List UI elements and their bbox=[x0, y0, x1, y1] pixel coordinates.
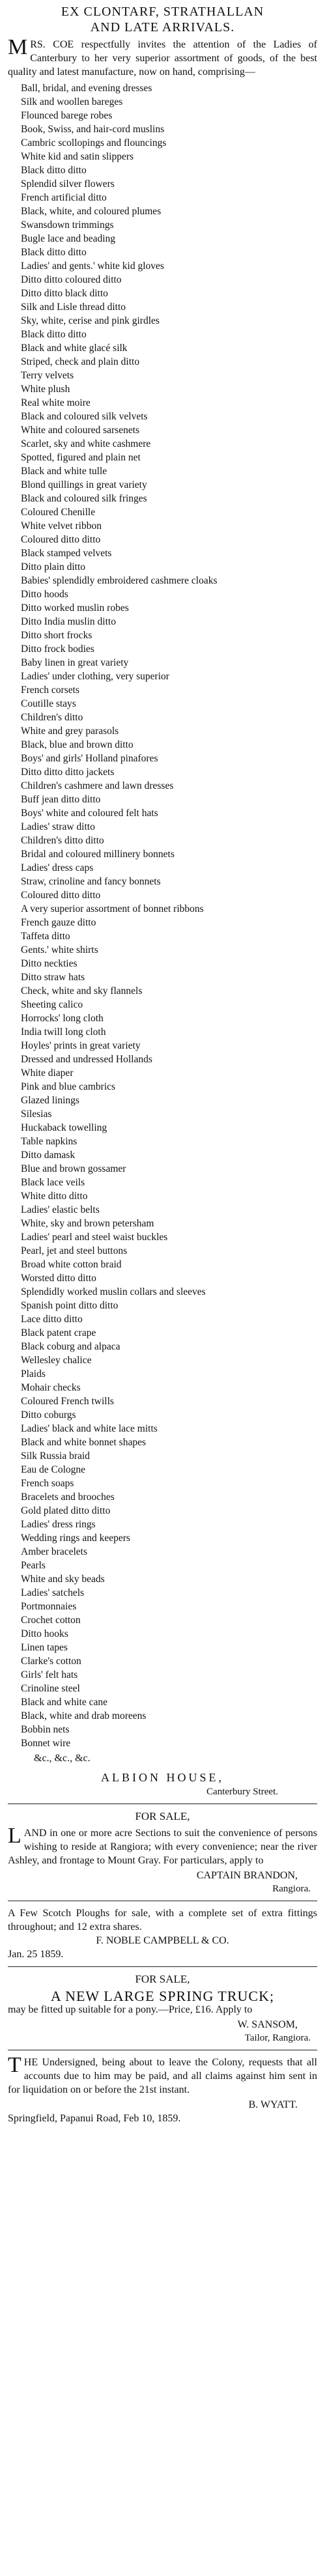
goods-item: Ditto ditto coloured ditto bbox=[21, 274, 122, 285]
goods-item: Ball, bridal, and evening dresses bbox=[21, 83, 152, 94]
goods-item: Spanish point ditto ditto bbox=[21, 1300, 119, 1311]
wyatt-place-date: Springfield, Papanui Road, Feb 10, 1859. bbox=[8, 2113, 181, 2124]
goods-item: Black and white glacé silk bbox=[21, 343, 128, 354]
goods-item: Ladies' dress caps bbox=[21, 862, 94, 873]
goods-item: Dressed and undressed Hollands bbox=[21, 1054, 152, 1065]
land-place: Rangiora. bbox=[272, 1884, 311, 1894]
goods-item: Eau de Cologne bbox=[21, 1464, 86, 1475]
goods-item: Boys' and girls' Holland pinafores bbox=[21, 753, 158, 764]
goods-item: Glazed linings bbox=[21, 1095, 79, 1106]
goods-item: Black ditto ditto bbox=[21, 247, 87, 258]
goods-item: Coloured ditto ditto bbox=[21, 890, 101, 901]
goods-item: Spotted, figured and plain net bbox=[21, 452, 141, 463]
goods-item: Huckaback towelling bbox=[21, 1122, 107, 1133]
truck-text: may be fitted up suitable for a pony.—Price, £16. Apply to bbox=[8, 2004, 253, 2015]
goods-item: Worsted ditto ditto bbox=[21, 1273, 96, 1284]
goods-item: Gents.' white shirts bbox=[21, 944, 98, 955]
goods-item: Silk and woollen bareges bbox=[21, 96, 123, 107]
goods-item: Silk and Lisle thread ditto bbox=[21, 302, 126, 313]
goods-item: Sky, white, cerise and pink girdles bbox=[21, 315, 160, 326]
goods-item: Bobbin nets bbox=[21, 1724, 70, 1735]
goods-item: Girls' felt hats bbox=[21, 1669, 78, 1680]
goods-item: Ditto frock bodies bbox=[21, 644, 94, 655]
goods-item: Black lace veils bbox=[21, 1177, 85, 1188]
goods-item: Crochet cotton bbox=[21, 1615, 81, 1626]
goods-item: Plaids bbox=[21, 1368, 46, 1380]
goods-item: Crinoline steel bbox=[21, 1683, 80, 1694]
goods-item: Black coburg and alpaca bbox=[21, 1341, 120, 1352]
goods-item: White and coloured sarsenets bbox=[21, 425, 140, 436]
store-name: ALBION HOUSE, bbox=[101, 1771, 224, 1784]
goods-item: Blond quillings in great variety bbox=[21, 479, 147, 490]
goods-item: Ditto ditto ditto jackets bbox=[21, 767, 115, 778]
intro-text: RS. COE respectfully invites the attention of the Ladies of Canterbury to her very superior assortment of goods, of the best quality and latest manufacture, now on hand, comprising— bbox=[8, 39, 317, 78]
goods-item: Blue and brown gossamer bbox=[21, 1163, 126, 1174]
goods-item: Black and coloured silk fringes bbox=[21, 493, 147, 504]
goods-item: Splendidly worked muslin collars and sleeves bbox=[21, 1286, 206, 1297]
goods-item: Ditto straw hats bbox=[21, 972, 85, 983]
goods-item: Black, white, and coloured plumes bbox=[21, 206, 162, 217]
goods-item: Ladies' straw ditto bbox=[21, 821, 95, 832]
goods-item: Bugle lace and beading bbox=[21, 233, 116, 244]
goods-item: Children's ditto ditto bbox=[21, 835, 104, 846]
ploughs-date: Jan. 25 1859. bbox=[8, 1949, 64, 1960]
truck-name: W. SANSOM, bbox=[237, 2019, 298, 2030]
goods-item: White and sky beads bbox=[21, 1574, 105, 1585]
land-advertisement bbox=[8, 1809, 317, 1895]
goods-item: Wedding rings and keepers bbox=[21, 1533, 130, 1544]
goods-item: Ditto worked muslin robes bbox=[21, 602, 129, 614]
goods-item: Silesias bbox=[21, 1109, 52, 1120]
truck-title: A NEW LARGE SPRING TRUCK; bbox=[50, 1988, 275, 2004]
goods-item: Coutille stays bbox=[21, 698, 76, 709]
etc-line: &c., &c., &c. bbox=[34, 1753, 91, 1764]
truck-role: Tailor, Rangiora. bbox=[244, 2033, 311, 2043]
goods-item: Gold plated ditto ditto bbox=[21, 1505, 111, 1516]
goods-item: Ditto hoods bbox=[21, 589, 68, 600]
divider bbox=[8, 1966, 317, 1967]
coe-advertisement bbox=[8, 4, 317, 1798]
goods-item: Coloured French twills bbox=[21, 1396, 114, 1407]
goods-item: Ditto coburgs bbox=[21, 1409, 76, 1421]
goods-item: White ditto ditto bbox=[21, 1191, 88, 1202]
goods-item: White kid and satin slippers bbox=[21, 151, 134, 162]
goods-item: Swansdown trimmings bbox=[21, 219, 114, 231]
goods-item: French gauze ditto bbox=[21, 917, 96, 928]
goods-item: Ditto damask bbox=[21, 1150, 76, 1161]
store-address: Canterbury Street. bbox=[206, 1787, 278, 1797]
goods-item: Black and white bonnet shapes bbox=[21, 1437, 146, 1448]
goods-item: Straw, crinoline and fancy bonnets bbox=[21, 876, 161, 887]
goods-item: Babies' splendidly embroidered cashmere cloaks bbox=[21, 575, 218, 586]
goods-item: Children's cashmere and lawn dresses bbox=[21, 780, 174, 791]
advert-subheading: AND LATE ARRIVALS. bbox=[90, 20, 235, 35]
truck-advertisement bbox=[8, 1972, 317, 2045]
goods-item: White and grey parasols bbox=[21, 726, 119, 737]
goods-item: India twill long cloth bbox=[21, 1026, 106, 1038]
land-contact: CAPTAIN BRANDON, bbox=[196, 1870, 298, 1881]
goods-item: Broad white cotton braid bbox=[21, 1259, 122, 1270]
goods-item: Ditto hooks bbox=[21, 1628, 68, 1639]
goods-item: Ladies' elastic belts bbox=[21, 1204, 100, 1215]
goods-item: Splendid silver flowers bbox=[21, 178, 115, 190]
goods-item: Black and white tulle bbox=[21, 466, 107, 477]
goods-item: Boys' white and coloured felt hats bbox=[21, 808, 158, 819]
goods-item: Terry velvets bbox=[21, 370, 74, 381]
goods-item: Check, white and sky flannels bbox=[21, 985, 143, 997]
goods-item: Striped, check and plain ditto bbox=[21, 356, 140, 367]
goods-list bbox=[8, 81, 317, 1750]
ploughs-firm: F. NOBLE CAMPBELL & CO. bbox=[96, 1935, 229, 1946]
goods-item: Ladies' black and white lace mitts bbox=[21, 1423, 158, 1434]
wyatt-notice bbox=[8, 2053, 317, 2125]
goods-item: Buff jean ditto ditto bbox=[21, 794, 101, 805]
goods-item: French soaps bbox=[21, 1478, 74, 1489]
wyatt-signer: B. WYATT. bbox=[248, 2099, 298, 2110]
ploughs-advertisement bbox=[8, 1906, 317, 1961]
goods-item: Ditto India muslin ditto bbox=[21, 616, 116, 627]
for-sale-heading: FOR SALE, bbox=[135, 1973, 190, 1985]
ploughs-text: A Few Scotch Ploughs for sale, with a complete set of extra fittings throughout; and 12 extra shares. bbox=[8, 1908, 317, 1932]
goods-item: Flounced barege robes bbox=[21, 110, 113, 121]
goods-item: Clarke's cotton bbox=[21, 1656, 81, 1667]
wyatt-body: HE Undersigned, being about to leave the Colony, requests that all accounts due to him may be paid, and all claims against him sent in for liquidation on or before the 21st instant. bbox=[8, 2057, 317, 2095]
goods-item: Linen tapes bbox=[21, 1642, 68, 1653]
goods-item: Ditto short frocks bbox=[21, 630, 92, 641]
goods-item: Pearl, jet and steel buttons bbox=[21, 1245, 128, 1256]
goods-item: Silk Russia braid bbox=[21, 1451, 90, 1462]
goods-item: Coloured Chenille bbox=[21, 507, 96, 518]
goods-item: Coloured ditto ditto bbox=[21, 534, 101, 545]
land-text bbox=[8, 1826, 317, 1867]
goods-item: Scarlet, sky and white cashmere bbox=[21, 438, 151, 449]
goods-item: Ladies' and gents.' white kid gloves bbox=[21, 261, 164, 272]
goods-item: Ladies' dress rings bbox=[21, 1519, 96, 1530]
goods-item: White, sky and brown petersham bbox=[21, 1218, 154, 1229]
goods-item: Ditto ditto black ditto bbox=[21, 288, 108, 299]
goods-item: Taffeta ditto bbox=[21, 931, 70, 942]
goods-item: French corsets bbox=[21, 685, 79, 696]
goods-item: Lace ditto ditto bbox=[21, 1314, 83, 1325]
goods-item: Bonnet wire bbox=[21, 1738, 71, 1749]
goods-item: Black, white and drab moreens bbox=[21, 1710, 147, 1721]
goods-item: Black ditto ditto bbox=[21, 165, 87, 176]
goods-item: Sheeting calico bbox=[21, 999, 83, 1010]
goods-item: White velvet ribbon bbox=[21, 520, 102, 531]
goods-item: Pink and blue cambrics bbox=[21, 1081, 116, 1092]
goods-item: Cambric scollopings and flouncings bbox=[21, 137, 167, 149]
goods-item: White plush bbox=[21, 384, 70, 395]
drop-cap: M bbox=[8, 35, 28, 59]
goods-item: Baby linen in great variety bbox=[21, 657, 129, 668]
goods-item: Black ditto ditto bbox=[21, 329, 87, 340]
goods-item: White diaper bbox=[21, 1068, 74, 1079]
for-sale-heading: FOR SALE, bbox=[135, 1810, 190, 1822]
goods-item: Black patent crape bbox=[21, 1327, 96, 1338]
goods-item: Black, blue and brown ditto bbox=[21, 739, 134, 750]
goods-item: Table napkins bbox=[21, 1136, 78, 1147]
goods-item: Ladies' pearl and steel waist buckles bbox=[21, 1232, 168, 1243]
goods-item: Amber bracelets bbox=[21, 1546, 87, 1557]
goods-item: Black stamped velvets bbox=[21, 548, 112, 559]
wyatt-text bbox=[8, 2053, 317, 2097]
land-body: AND in one or more acre Sections to suit the convenience of persons wishing to reside at Rangiora; with every convenience; near the river Ashley, and frontage to Mount Gray. For particulars, apply to bbox=[8, 1828, 317, 1866]
goods-item: French artificial ditto bbox=[21, 192, 107, 203]
goods-item: Wellesley chalice bbox=[21, 1355, 92, 1366]
advert-heading: EX CLONTARF, STRATHALLAN bbox=[61, 5, 264, 19]
goods-item: A very superior assortment of bonnet ribbons bbox=[21, 903, 204, 914]
advert-intro bbox=[8, 35, 317, 79]
goods-item: Portmonnaies bbox=[21, 1601, 77, 1612]
goods-item: Bracelets and brooches bbox=[21, 1492, 115, 1503]
goods-item: Ladies' under clothing, very superior bbox=[21, 671, 169, 682]
goods-item: Book, Swiss, and hair-cord muslins bbox=[21, 124, 165, 135]
goods-item: Mohair checks bbox=[21, 1382, 81, 1393]
goods-item: Horrocks' long cloth bbox=[21, 1013, 104, 1024]
drop-cap: L bbox=[8, 1824, 21, 1848]
goods-item: Hoyles' prints in great variety bbox=[21, 1040, 141, 1051]
goods-item: Ditto neckties bbox=[21, 958, 78, 969]
drop-cap: T bbox=[8, 2053, 21, 2077]
goods-item: Pearls bbox=[21, 1560, 46, 1571]
goods-item: Ditto plain ditto bbox=[21, 561, 86, 573]
goods-item: Black and coloured silk velvets bbox=[21, 411, 148, 422]
goods-item: Ladies' satchels bbox=[21, 1587, 85, 1598]
goods-item: Black and white cane bbox=[21, 1697, 107, 1708]
goods-item: Real white moire bbox=[21, 397, 91, 408]
goods-item: Children's ditto bbox=[21, 712, 83, 723]
goods-item: Bridal and coloured millinery bonnets bbox=[21, 849, 175, 860]
